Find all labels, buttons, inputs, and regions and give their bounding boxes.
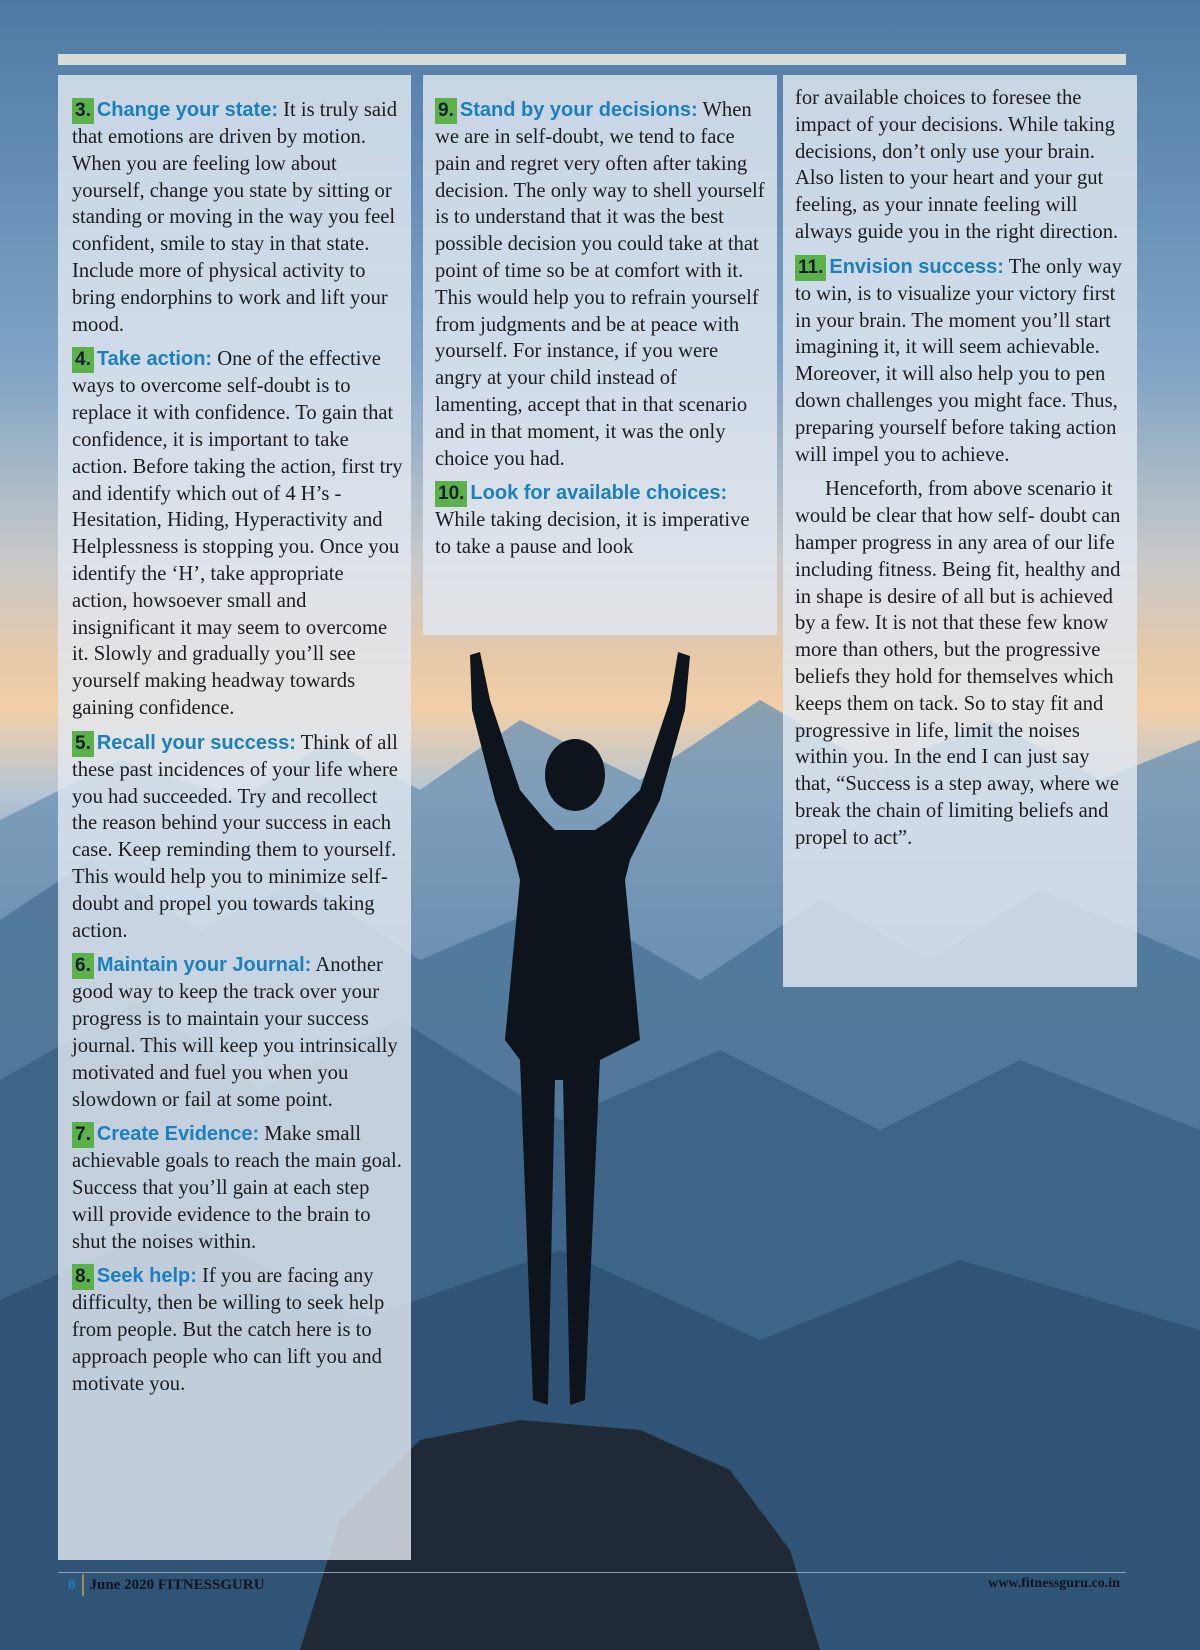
item-heading: Create Evidence:	[96, 1123, 260, 1146]
item-number-badge: 5.	[72, 731, 94, 757]
top-rule	[58, 54, 1126, 65]
item-body: It is truly said that emotions are driven by motion. When you are feeling low about yourself, change you state by sitting or standing or moving in the way you feel confident, smile to stay in that state. Include more of physical activity to bring endorphins to work and lift your mood.	[72, 99, 397, 336]
issue-label: June 2020 FITNESSGURU	[89, 1576, 265, 1593]
item-body: When we are in self-doubt, we tend to face pain and regret very often after taking decision. The only way to shell yourself is to understand that it was the best possible decision you could take at that point of time so be at comfort with it. This would help you to refrain yourself from judgments and be at peace with yourself. For instance, if you were angry at your child instead of lamenting, accept that in that scenario and in that moment, it was the only choice you had.	[435, 99, 765, 470]
item-heading: Recall your success:	[96, 731, 296, 754]
item-heading: Take action:	[96, 348, 213, 371]
list-item	[72, 1263, 403, 1397]
item-heading: Stand by your decisions:	[459, 99, 698, 121]
item-body: Another good way to keep the track over your progress is to maintain your success journal. This will keep you intrinsically motivated and fuel you when you slowdown or fail at some point.	[72, 954, 398, 1111]
column-3	[783, 75, 1137, 987]
item-body: One of the effective ways to overcome self-doubt is to replace it with confidence. To gain that confidence, it is important to take action. Before taking the action, first try and identify which out of 4 H’s - Hesitation, Hiding, Hyperactivity and Helplessness is stopping you. Once you identify the ‘H’, take appropriate action, howsoever small and insignificant it may seem to overcome it. Slowly and gradually you’ll see yourself making headway towards gaining confidence.	[72, 348, 403, 719]
website-url[interactable]: www.fitnessguru.co.in	[988, 1576, 1120, 1591]
item-body: While taking decision, it is imperative to take a pause and look	[435, 509, 750, 559]
list-item	[72, 730, 403, 945]
item-number-badge: 8.	[72, 1264, 94, 1290]
footer-left	[68, 1574, 265, 1596]
list-item	[72, 97, 403, 338]
item-heading: Envision success:	[829, 255, 1004, 278]
item-number-badge: 11.	[795, 255, 826, 281]
item-heading: Look for available choices:	[470, 482, 728, 505]
column-1	[58, 75, 411, 1560]
item-number-badge: 7.	[72, 1122, 94, 1148]
item-heading: Maintain your Journal:	[96, 954, 312, 977]
item-number-badge: 4.	[72, 347, 94, 373]
item-heading: Seek help:	[96, 1265, 197, 1288]
list-item	[72, 952, 403, 1113]
item-number-badge: 3.	[72, 98, 94, 124]
continued-paragraph: for available choices to foresee the impact of your decisions. While taking decisions, don’t only use your brain. Also listen to your heart and your gut feeling, as your innate feeling will always guide you in the right direction.	[795, 87, 1119, 243]
footer-divider	[82, 1574, 84, 1596]
list-item	[795, 254, 1129, 469]
column-2	[423, 75, 777, 635]
item-number-badge: 10.	[435, 481, 467, 507]
footer-rule	[58, 1572, 1126, 1573]
list-item	[72, 346, 403, 721]
list-item	[435, 97, 769, 472]
item-number-badge: 6.	[72, 953, 94, 979]
list-item	[72, 1121, 403, 1255]
list-item	[435, 480, 769, 561]
item-body: Think of all these past incidences of your life where you had succeeded. Try and recollect the reason behind your success in each case. Keep reminding them to yourself. This would help you to minimize self-doubt and propel you towards taking action.	[72, 731, 398, 942]
item-heading: Change your state:	[96, 99, 279, 121]
item-body: The only way to win, is to visualize your victory first in your brain. The moment you’ll start imagining it, it will seem achievable. Moreover, it will also help you to pen down challenges you might face. Thus, preparing yourself before taking action will impel you to achieve.	[795, 255, 1122, 466]
item-number-badge: 9.	[435, 98, 457, 124]
item-body: Make small achievable goals to reach the main goal. Success that you’ll gain at each step will provide evidence to the brain to shut the noises within.	[72, 1123, 402, 1253]
page-number: 8	[68, 1576, 76, 1593]
item-body: If you are facing any difficulty, then be willing to seek help from people. But the catch here is to approach people who can lift you and motivate you.	[72, 1265, 385, 1395]
conclusion-paragraph: Henceforth, from above scenario it would be clear that how self- doubt can hamper progress in any area of our life including fitness. Being fit, healthy and in shape is desire of all but is achieved by a few. It is not that these few know more than others, but the progressive beliefs they hold for themselves which keeps them on tack. So to stay fit and progressive in life, limit the noises within you. In the end I can just say that, “Success is a step away, where we break the chain of limiting beliefs and propel to act”.	[795, 478, 1121, 849]
